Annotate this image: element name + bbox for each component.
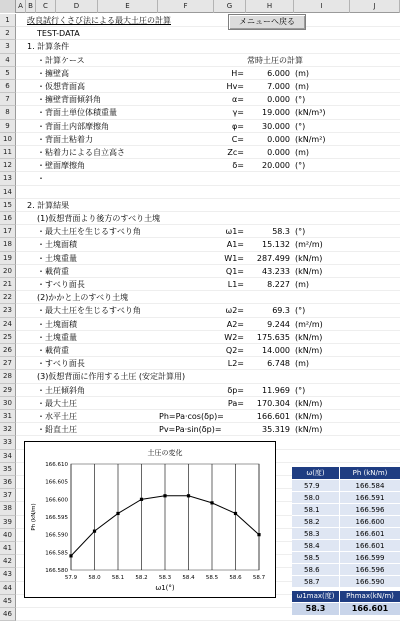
table-cell-omega[interactable]: 58.0 xyxy=(292,492,340,504)
table-cell-omega[interactable]: 57.9 xyxy=(292,480,340,492)
row-header-39[interactable]: 39 xyxy=(0,516,16,529)
text-cell[interactable]: (kN/m) xyxy=(295,412,323,421)
x-tick-label: 58.1 xyxy=(111,575,125,581)
text-cell[interactable]: Hv= xyxy=(226,82,244,91)
row-header-35[interactable]: 35 xyxy=(0,463,16,476)
y-tick-label: 166.595 xyxy=(45,515,68,521)
row-header-11[interactable]: 11 xyxy=(0,146,16,159)
chart-svg xyxy=(25,442,275,597)
table-cell-ph[interactable]: 166.596 xyxy=(340,564,400,576)
y-tick-label: 166.600 xyxy=(45,497,68,504)
value-cell[interactable]: 0.000 xyxy=(267,134,290,144)
value-cell[interactable]: 35.319 xyxy=(262,425,290,435)
row-header-27[interactable]: 27 xyxy=(0,357,16,370)
value-cell[interactable]: 19.000 xyxy=(262,108,290,118)
value-cell[interactable]: 170.304 xyxy=(256,398,290,408)
row-header-31[interactable]: 31 xyxy=(0,410,16,423)
text-cell[interactable]: ・すべり面長 xyxy=(37,280,85,289)
table-header-ph[interactable]: Ph (kN/m) xyxy=(340,467,400,479)
row-header-19[interactable]: 19 xyxy=(0,252,16,265)
omega-max-value[interactable]: 58.3 xyxy=(292,603,340,615)
text-cell[interactable]: ・背面土単位体積重量 xyxy=(37,108,117,118)
text-cell[interactable]: H= xyxy=(231,68,244,78)
x-tick-label: 58.4 xyxy=(182,575,195,581)
value-cell[interactable]: 0.000 xyxy=(267,148,290,157)
table-cell-omega[interactable]: 58.7 xyxy=(292,576,340,588)
value-cell[interactable]: 0.000 xyxy=(267,95,290,105)
text-cell[interactable]: (kN/m) xyxy=(295,332,323,342)
text-cell[interactable]: (m²/m) xyxy=(295,240,323,250)
text-cell[interactable]: ・鉛直土圧 xyxy=(37,425,77,435)
data-point xyxy=(163,494,166,497)
text-cell[interactable]: ・土塊面積 xyxy=(37,240,77,250)
row-header-21[interactable]: 21 xyxy=(0,278,16,291)
column-header-b[interactable]: B xyxy=(26,0,36,13)
column-header-a[interactable]: A xyxy=(16,0,26,13)
text-cell[interactable]: TEST-DATA xyxy=(37,29,80,39)
text-cell[interactable]: (m) xyxy=(295,82,310,91)
value-cell[interactable]: 15.132 xyxy=(262,240,290,250)
row-header-23[interactable]: 23 xyxy=(0,304,16,317)
x-tick-label: 58.7 xyxy=(252,575,266,581)
text-cell[interactable]: (kN/m) xyxy=(295,398,323,408)
row-header-13[interactable]: 13 xyxy=(0,172,16,185)
text-cell[interactable]: ・ xyxy=(37,174,45,184)
value-cell[interactable]: 287.499 xyxy=(256,253,290,263)
row-header-41[interactable]: 41 xyxy=(0,542,16,555)
value-cell[interactable]: 69.3 xyxy=(272,306,290,316)
y-tick-label: 166.585 xyxy=(45,550,68,557)
text-cell[interactable]: (m) xyxy=(295,148,310,157)
row-header-5[interactable]: 5 xyxy=(0,67,16,80)
text-cell[interactable]: (m) xyxy=(295,359,310,369)
row-gridline xyxy=(16,185,400,186)
table-cell-omega[interactable]: 58.2 xyxy=(292,516,340,528)
row-header-38[interactable]: 38 xyxy=(0,502,16,515)
data-point xyxy=(257,533,260,536)
text-cell[interactable]: (kN/m²) xyxy=(295,134,326,144)
row-gridline xyxy=(16,356,400,357)
row-header-43[interactable]: 43 xyxy=(0,568,16,581)
text-cell[interactable]: ・背面土内部摩擦角 xyxy=(37,121,109,131)
text-cell[interactable]: (°) xyxy=(295,385,306,395)
text-cell[interactable]: Zc= xyxy=(227,148,244,157)
text-cell[interactable]: ・擁壁高 xyxy=(37,68,69,78)
table-cell-ph[interactable]: 166.601 xyxy=(340,528,400,540)
text-cell[interactable]: ・水平土圧 xyxy=(37,412,77,421)
row-header-3[interactable]: 3 xyxy=(0,40,16,53)
text-cell[interactable]: (°) xyxy=(295,306,306,316)
x-tick-label: 57.9 xyxy=(64,575,78,581)
row-header-2[interactable]: 2 xyxy=(0,27,16,40)
data-point xyxy=(69,554,72,557)
text-cell[interactable]: δp= xyxy=(227,385,244,395)
column-header-e[interactable]: E xyxy=(98,0,158,13)
table-cell-omega[interactable]: 58.6 xyxy=(292,564,340,576)
chart-title: 土圧の変化 xyxy=(147,449,183,457)
text-cell[interactable]: ・土塊重量 xyxy=(37,332,77,342)
row-header-26[interactable]: 26 xyxy=(0,344,16,357)
value-cell[interactable]: 14.000 xyxy=(262,346,290,355)
text-cell[interactable]: ・最大土圧を生じるすべり角 xyxy=(37,306,141,316)
text-cell[interactable]: 常時土圧の計算 xyxy=(247,55,303,65)
text-cell[interactable]: (°) xyxy=(295,161,306,171)
x-tick-label: 58.3 xyxy=(158,575,172,581)
value-cell[interactable]: 58.3 xyxy=(272,227,290,237)
value-cell[interactable]: 9.244 xyxy=(267,319,290,329)
text-cell[interactable]: 改良試行くさび法による最大土圧の計算 xyxy=(27,16,171,25)
x-tick-label: 58.2 xyxy=(135,575,148,581)
text-cell[interactable]: (m) xyxy=(295,68,310,78)
text-cell[interactable]: (1)仮想背面より後方のすべり土塊 xyxy=(37,214,161,223)
earth-pressure-chart xyxy=(24,441,276,598)
row-gridline xyxy=(16,211,400,212)
column-header-i[interactable]: I xyxy=(294,0,350,13)
row-header-44[interactable]: 44 xyxy=(0,582,16,595)
text-cell[interactable]: A1= xyxy=(226,240,244,250)
text-cell[interactable]: (°) xyxy=(295,121,306,131)
text-cell[interactable]: 1. 計算条件 xyxy=(27,42,70,52)
row-header-32[interactable]: 32 xyxy=(0,423,16,436)
data-point xyxy=(187,494,190,497)
row-header-28[interactable]: 28 xyxy=(0,370,16,383)
text-cell[interactable]: (°) xyxy=(295,227,306,237)
text-cell[interactable]: δ= xyxy=(232,161,244,171)
table-cell-ph[interactable]: 166.601 xyxy=(340,540,400,552)
value-cell[interactable]: 175.635 xyxy=(256,332,290,342)
text-cell[interactable]: φ= xyxy=(232,121,244,131)
text-cell[interactable]: ・仮想背面高 xyxy=(37,82,85,91)
text-cell[interactable]: ・壁面摩擦角 xyxy=(37,161,85,171)
row-header-12[interactable]: 12 xyxy=(0,159,16,172)
x-tick-label: 58.0 xyxy=(88,575,101,581)
row-header-34[interactable]: 34 xyxy=(0,450,16,463)
x-tick-label: 58.6 xyxy=(229,575,242,581)
table-cell-ph[interactable]: 166.600 xyxy=(340,516,400,528)
select-all-corner[interactable] xyxy=(0,0,16,13)
column-header-f[interactable]: F xyxy=(158,0,214,13)
column-header-bar xyxy=(0,0,400,13)
text-cell[interactable]: (2)かかと上のすべり土塊 xyxy=(37,293,129,303)
row-gridline xyxy=(16,277,400,278)
text-cell[interactable]: Q2= xyxy=(225,346,244,355)
row-header-29[interactable]: 29 xyxy=(0,384,16,397)
row-header-9[interactable]: 9 xyxy=(0,120,16,133)
y-axis-label: Ph (kN/m) xyxy=(31,503,37,531)
row-header-15[interactable]: 15 xyxy=(0,199,16,212)
x-tick-label: 58.5 xyxy=(205,575,219,581)
text-cell[interactable]: (kN/m) xyxy=(295,346,323,355)
row-gridline xyxy=(16,79,400,80)
text-cell[interactable]: (kN/m) xyxy=(295,425,323,435)
value-cell[interactable]: 30.000 xyxy=(262,121,290,131)
table-header-ph-max[interactable]: Phmax(kN/m) xyxy=(340,591,400,602)
table-header-omega[interactable]: ω(度) xyxy=(292,467,340,479)
row-header-42[interactable]: 42 xyxy=(0,555,16,568)
row-header-22[interactable]: 22 xyxy=(0,291,16,304)
row-header-6[interactable]: 6 xyxy=(0,80,16,93)
text-cell[interactable]: (kN/m) xyxy=(295,266,323,276)
text-cell[interactable]: ・土塊重量 xyxy=(37,253,77,263)
text-cell[interactable]: ・土圧傾斜角 xyxy=(37,385,85,395)
text-cell[interactable]: (3)仮想背面に作用する土圧 (安定計算用) xyxy=(37,372,186,382)
column-header-j[interactable]: J xyxy=(350,0,400,13)
row-header-20[interactable]: 20 xyxy=(0,265,16,278)
value-cell[interactable]: 6.748 xyxy=(267,359,290,369)
text-cell[interactable]: ・背面土粘着力 xyxy=(37,134,93,144)
text-cell[interactable]: W1= xyxy=(224,253,244,263)
table-cell-omega[interactable]: 58.5 xyxy=(292,552,340,564)
row-header-17[interactable]: 17 xyxy=(0,225,16,238)
data-point xyxy=(93,530,96,533)
column-header-d[interactable]: D xyxy=(56,0,98,13)
row-header-8[interactable]: 8 xyxy=(0,106,16,119)
table-cell-ph[interactable]: 166.590 xyxy=(340,576,400,588)
row-header-36[interactable]: 36 xyxy=(0,476,16,489)
table-cell-ph[interactable]: 166.591 xyxy=(340,492,400,504)
value-cell[interactable]: 8.227 xyxy=(267,280,290,289)
table-cell-ph[interactable]: 166.584 xyxy=(340,480,400,492)
row-header-30[interactable]: 30 xyxy=(0,397,16,410)
text-cell[interactable]: (m) xyxy=(295,280,310,289)
text-cell[interactable]: ・最大土圧を生じるすべり角 xyxy=(37,227,141,237)
value-cell[interactable]: 11.969 xyxy=(262,385,290,395)
text-cell[interactable]: Pv=Pa·sin(δp)= xyxy=(159,425,222,435)
table-cell-omega[interactable]: 58.1 xyxy=(292,504,340,516)
value-cell[interactable]: 43.233 xyxy=(262,266,290,276)
text-cell[interactable]: L1= xyxy=(227,280,244,289)
text-cell[interactable]: ・土塊面積 xyxy=(37,319,77,329)
table-cell-omega[interactable]: 58.3 xyxy=(292,528,340,540)
row-header-16[interactable]: 16 xyxy=(0,212,16,225)
text-cell[interactable]: ・計算ケース xyxy=(37,55,85,65)
text-cell[interactable]: W2= xyxy=(224,332,244,342)
row-header-46[interactable]: 46 xyxy=(0,608,16,621)
y-tick-label: 166.580 xyxy=(45,568,68,574)
data-point xyxy=(116,512,119,515)
value-cell[interactable]: 7.000 xyxy=(267,82,290,91)
text-cell[interactable]: (kN/m) xyxy=(295,253,323,263)
row-header-7[interactable]: 7 xyxy=(0,93,16,106)
text-cell[interactable]: (kN/m³) xyxy=(295,108,326,118)
text-cell[interactable]: (°) xyxy=(295,95,306,105)
data-point xyxy=(234,512,237,515)
ph-max-value[interactable]: 166.601 xyxy=(340,603,400,615)
row-header-37[interactable]: 37 xyxy=(0,489,16,502)
row-header-25[interactable]: 25 xyxy=(0,331,16,344)
text-cell[interactable]: Q1= xyxy=(225,266,244,276)
y-tick-label: 166.590 xyxy=(45,532,68,539)
text-cell[interactable]: ・すべり面長 xyxy=(37,359,85,369)
row-header-14[interactable]: 14 xyxy=(0,186,16,199)
y-tick-label: 166.605 xyxy=(45,479,68,486)
text-cell[interactable]: 2. 計算結果 xyxy=(27,200,70,210)
value-cell[interactable]: 166.601 xyxy=(256,412,290,421)
table-cell-ph[interactable]: 166.599 xyxy=(340,552,400,564)
text-cell[interactable]: ・載荷重 xyxy=(37,346,69,355)
text-cell[interactable]: Ph=Pa·cos(δp)= xyxy=(159,412,224,421)
value-cell[interactable]: 6.000 xyxy=(267,68,290,78)
column-header-h[interactable]: H xyxy=(246,0,294,13)
table-cell-omega[interactable]: 58.4 xyxy=(292,540,340,552)
row-header-10[interactable]: 10 xyxy=(0,133,16,146)
data-point xyxy=(210,501,213,504)
column-header-c[interactable]: C xyxy=(36,0,56,13)
text-cell[interactable]: γ= xyxy=(232,108,244,118)
text-cell[interactable]: ω1= xyxy=(225,227,244,237)
value-cell[interactable]: 20.000 xyxy=(262,161,290,171)
table-cell-ph[interactable]: 166.596 xyxy=(340,504,400,516)
text-cell[interactable]: L2= xyxy=(227,359,244,369)
y-tick-label: 166.610 xyxy=(45,462,68,468)
row-header-1[interactable]: 1 xyxy=(0,14,16,27)
text-cell[interactable]: C= xyxy=(231,134,244,144)
text-cell[interactable]: ・最大土圧 xyxy=(37,398,77,408)
text-cell[interactable]: (m²/m) xyxy=(295,319,323,329)
row-header-40[interactable]: 40 xyxy=(0,529,16,542)
row-gridline xyxy=(16,198,400,199)
text-cell[interactable]: ω2= xyxy=(225,306,244,316)
text-cell[interactable]: ・載荷重 xyxy=(37,266,69,276)
menu-return-button[interactable]: メニューへ戻る xyxy=(228,14,306,30)
data-point xyxy=(140,498,143,501)
text-cell[interactable]: ・擁壁背面傾斜角 xyxy=(37,95,101,105)
text-cell[interactable]: ・粘着力による自立高さ xyxy=(37,148,125,157)
column-header-g[interactable]: G xyxy=(214,0,246,13)
text-cell[interactable]: A2= xyxy=(226,319,244,329)
text-cell[interactable]: Pa= xyxy=(227,398,244,408)
row-gridline xyxy=(16,53,400,54)
text-cell[interactable]: α= xyxy=(232,95,244,105)
row-header-4[interactable]: 4 xyxy=(0,54,16,67)
row-header-33[interactable]: 33 xyxy=(0,436,16,449)
table-header-omega-max[interactable]: ω1max(度) xyxy=(292,591,340,602)
row-header-18[interactable]: 18 xyxy=(0,238,16,251)
x-axis-label: ω1(°) xyxy=(155,584,175,592)
row-header-45[interactable]: 45 xyxy=(0,595,16,608)
row-header-24[interactable]: 24 xyxy=(0,318,16,331)
